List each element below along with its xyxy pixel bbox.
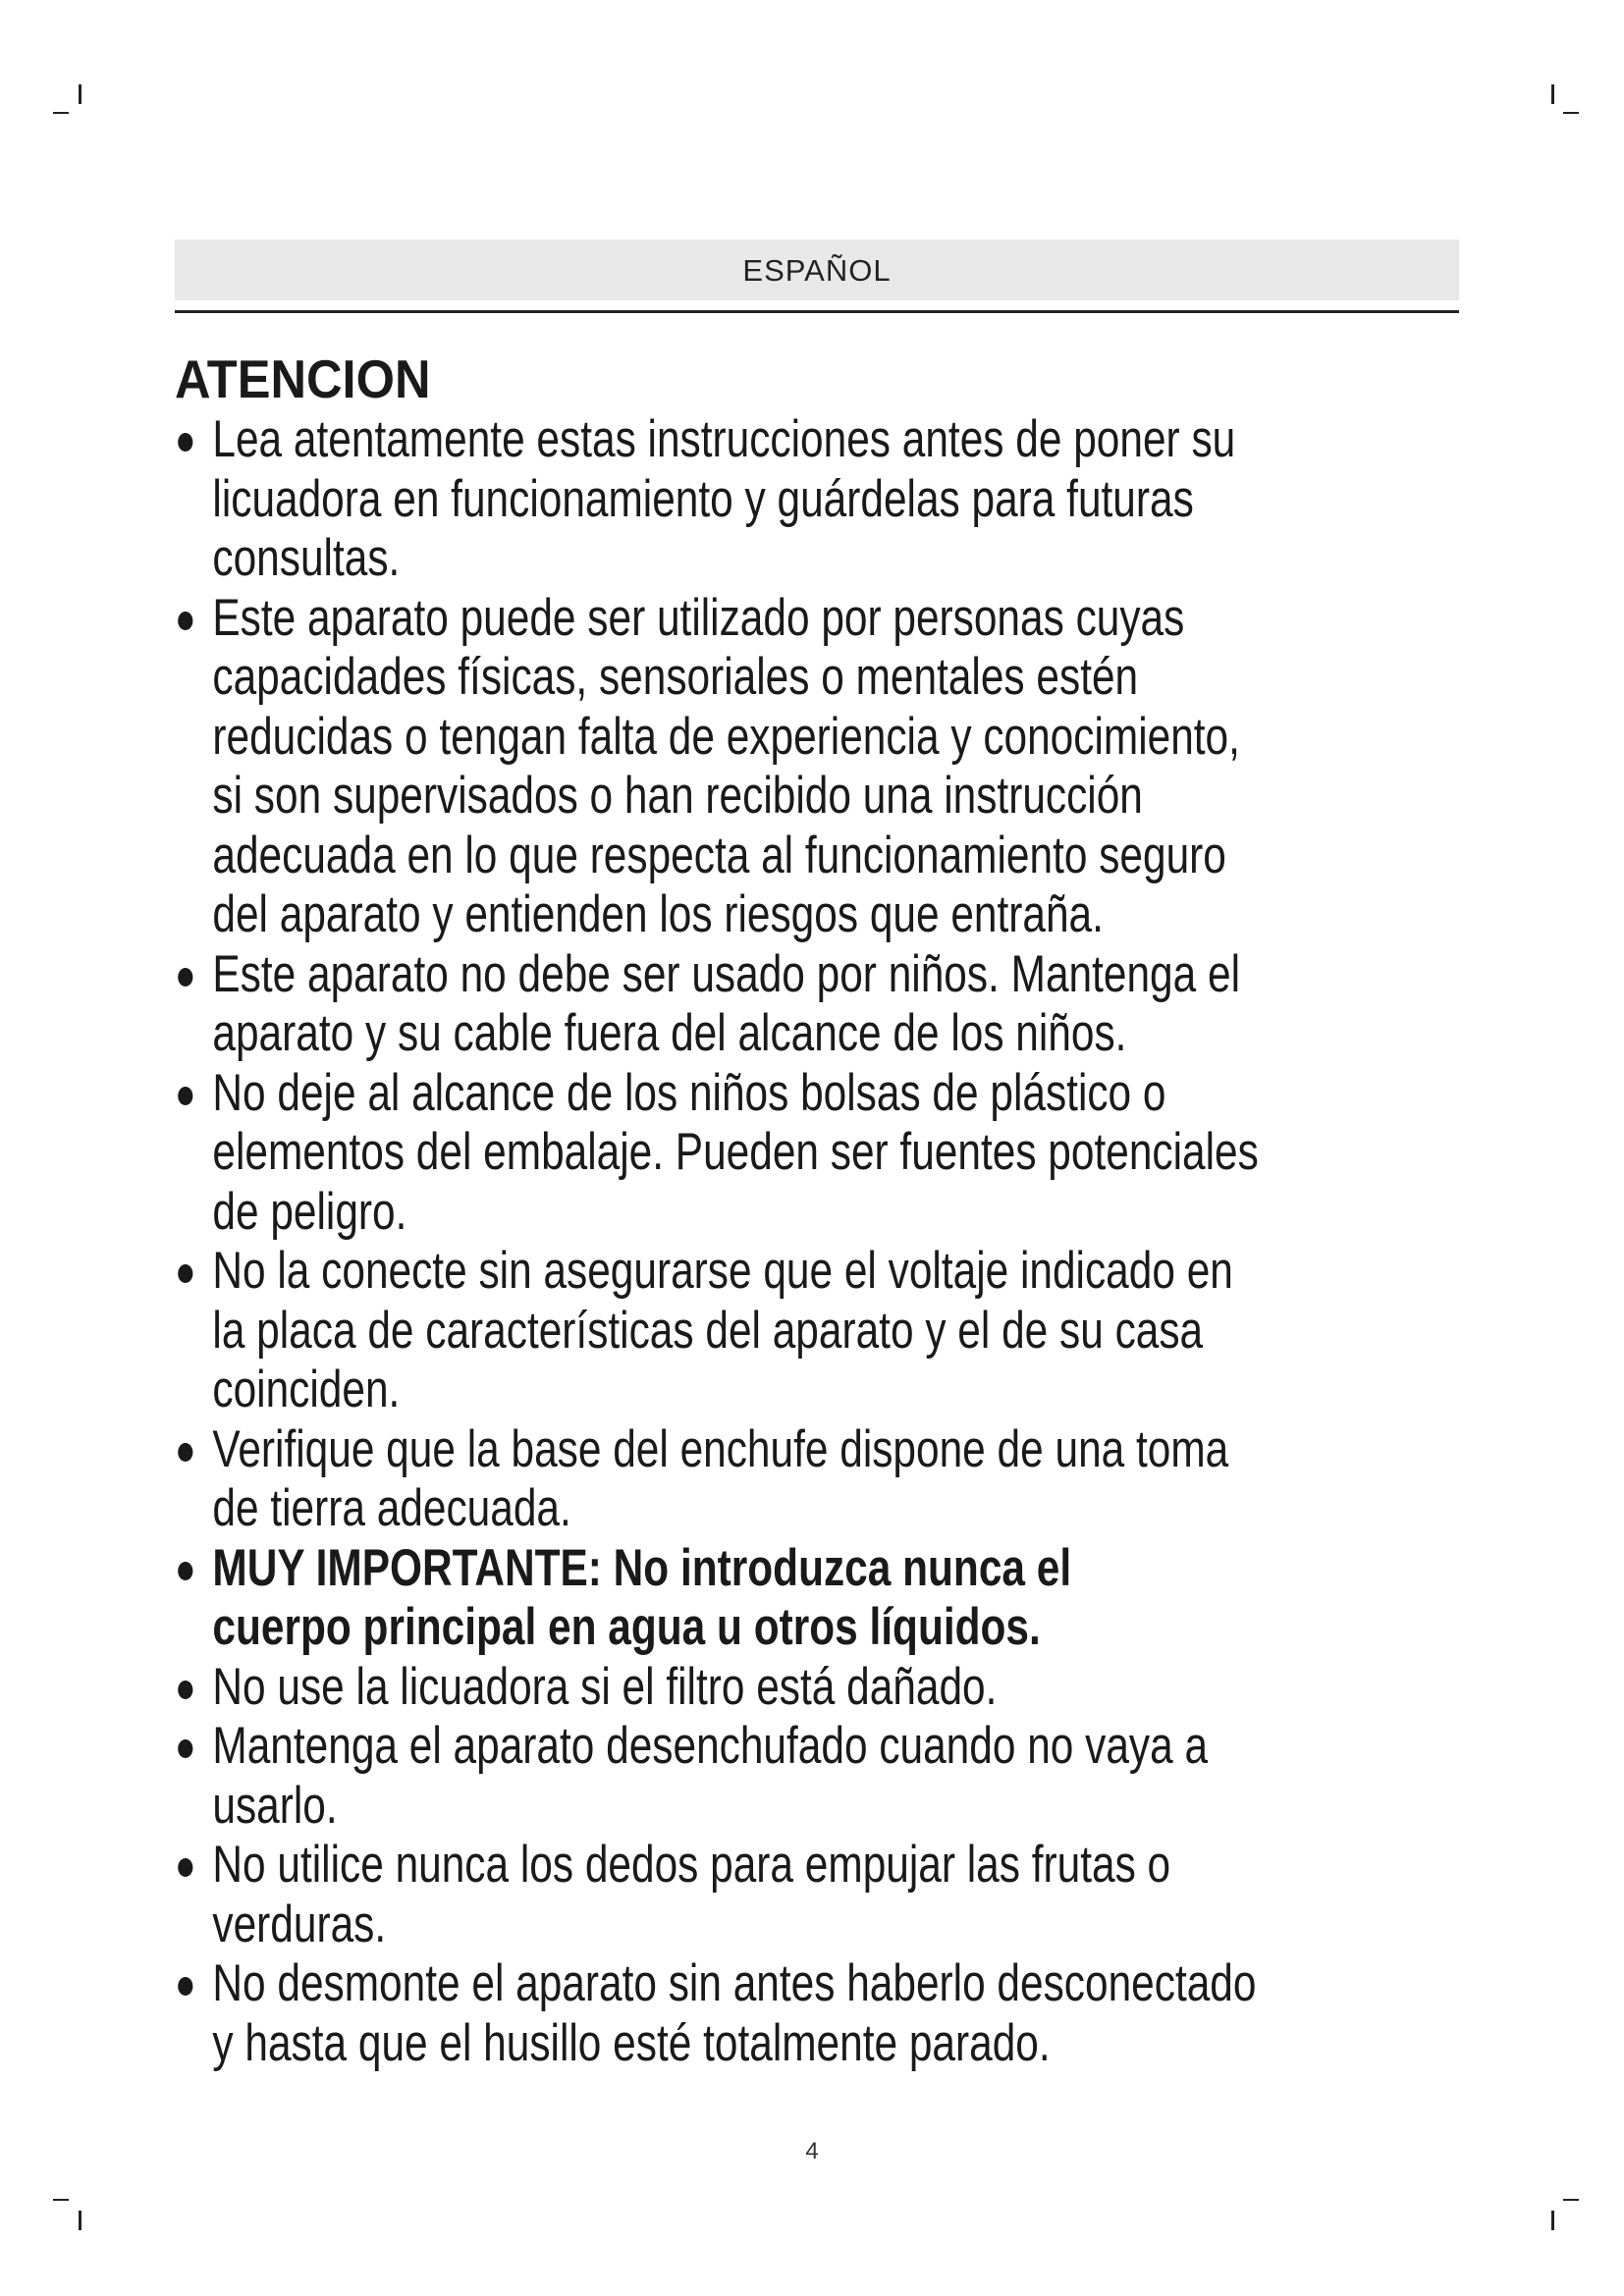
warning-item-line: del aparato y entienden los riesgos que entraña. [212, 885, 1104, 943]
crop-mark [1551, 2211, 1554, 2230]
warning-item-line: No deje al alcance de los niños bolsas de plástico o [212, 1063, 1166, 1122]
bullet-icon [178, 1087, 192, 1105]
warning-item-line: usarlo. [212, 1776, 338, 1835]
header-divider [175, 310, 1459, 313]
warning-item [175, 1242, 1500, 1420]
crop-mark [1563, 2199, 1579, 2201]
bullet-icon [178, 1264, 192, 1283]
warning-item [175, 589, 1500, 945]
crop-mark [53, 2199, 69, 2201]
warning-item [175, 1717, 1500, 1836]
warning-item [175, 1420, 1500, 1539]
bullet-icon [178, 1739, 192, 1758]
warning-item-line: de peligro. [212, 1182, 407, 1241]
warning-item-line: coinciden. [212, 1361, 401, 1418]
warning-item-line: elementos del embalaje. Pueden ser fuentes potenciales [212, 1123, 1259, 1181]
warning-item-line: capacidades físicas, sensoriales o mentales estén [212, 648, 1139, 706]
warning-item-line: de tierra adecuada. [212, 1479, 571, 1537]
section-title: ATENCION [175, 348, 431, 409]
warning-item [175, 1539, 1500, 1658]
warning-item-line: No desmonte el aparato sin antes haberlo desconectado [212, 1954, 1257, 2012]
crop-mark [1563, 112, 1579, 114]
bullet-icon [178, 1977, 192, 1996]
bullet-icon [178, 1562, 192, 1580]
warning-item-line: y hasta que el husillo esté totalmente parado. [212, 2013, 1051, 2072]
warning-item-line: aparato y su cable fuera del alcance de los niños. [212, 1004, 1127, 1062]
warning-item-line: Este aparato no debe ser usado por niños. Mantenga el [212, 944, 1240, 1003]
language-label: ESPAÑOL [742, 253, 892, 288]
warning-item-line: adecuada en lo que respecta al funcionamiento seguro [212, 826, 1226, 884]
warning-list [175, 410, 1481, 2073]
warning-item-line: Mantenga el aparato desenchufado cuando no vaya a [212, 1717, 1209, 1775]
warning-item [175, 1064, 1500, 1243]
warning-item-line: verduras. [212, 1895, 387, 1953]
warning-item [175, 945, 1500, 1064]
language-header [175, 240, 1459, 300]
crop-mark [79, 2211, 81, 2230]
page-number: 4 [805, 2138, 819, 2164]
crop-mark [53, 112, 69, 114]
warning-item-line: cuerpo principal en agua u otros líquidos. [212, 1598, 1041, 1656]
warning-item [175, 410, 1500, 589]
warning-item [175, 1658, 1500, 1718]
warning-item-line: la placa de características del aparato y el de su casa [212, 1301, 1204, 1360]
warning-item-line: Lea atentamente estas instrucciones antes de poner su [212, 410, 1236, 468]
crop-mark [79, 84, 81, 104]
bullet-icon [178, 968, 192, 987]
bullet-icon [178, 612, 192, 630]
warning-item-line: No la conecte sin asegurarse que el voltaje indicado en [212, 1242, 1233, 1300]
warning-item-line: MUY IMPORTANTE: No introduzca nunca el [212, 1538, 1072, 1597]
warning-item [175, 1836, 1500, 1954]
document-body [175, 349, 1481, 2073]
warning-item-line: licuadora en funcionamiento y guárdelas para futuras [212, 469, 1194, 528]
warning-item-line: No utilice nunca los dedos para empujar las frutas o [212, 1836, 1171, 1894]
bullet-icon [178, 1681, 192, 1699]
bullet-icon [178, 1858, 192, 1877]
bullet-icon [178, 1443, 192, 1462]
warning-item-line: reducidas o tengan falta de experiencia y conocimiento, [212, 707, 1240, 766]
warning-item-line: Este aparato puede ser utilizado por personas cuyas [212, 588, 1185, 647]
crop-mark [1551, 84, 1554, 104]
warning-item-line: No use la licuadora si el filtro está dañado. [212, 1657, 998, 1716]
bullet-icon [178, 433, 192, 452]
warning-item [175, 1954, 1500, 2073]
warning-item-line: Verifique que la base del enchufe dispone de una toma [212, 1419, 1229, 1478]
warning-item-line: si son supervisados o han recibido una instrucción [212, 767, 1143, 825]
warning-item-line: consultas. [212, 529, 401, 587]
